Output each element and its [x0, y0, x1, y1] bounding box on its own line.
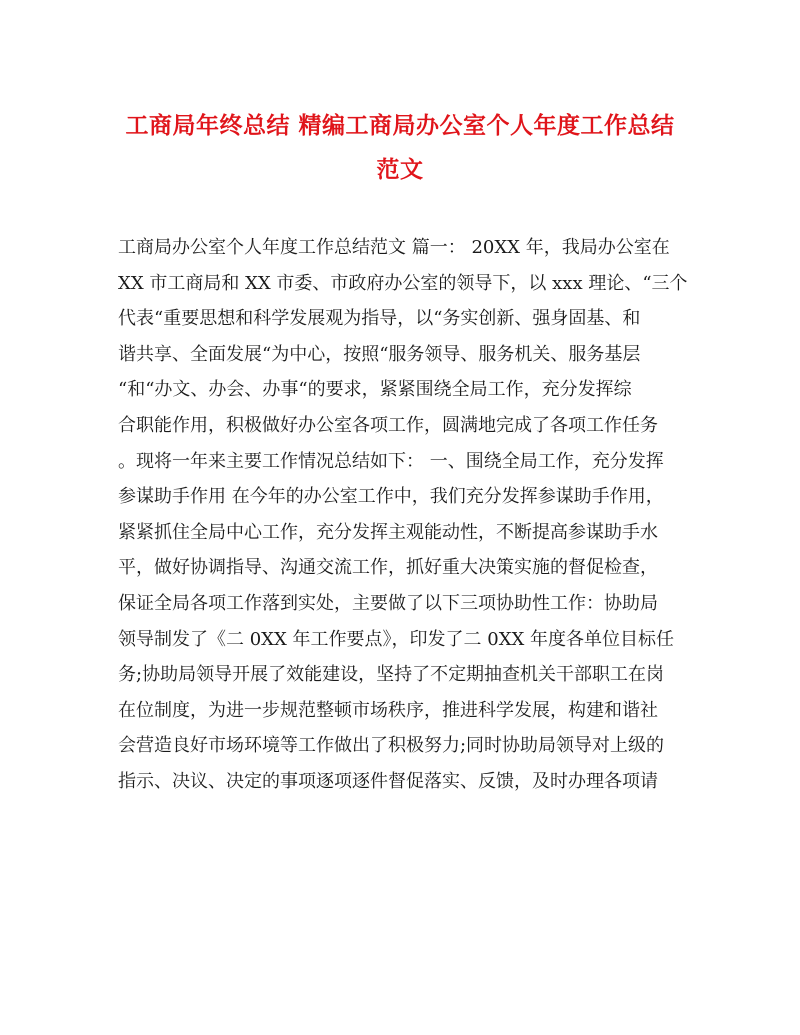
body-line: 在位制度，为进一步规范整顿市场秩序，推进科学发展，构建和谐社	[118, 699, 658, 721]
title-line: 工商局年终总结 精编工商局办公室个人年度工作总结	[125, 112, 675, 139]
body-line: 会营造良好市场环境等工作做出了积极努力;同时协助局领导对上级的	[118, 735, 665, 757]
body-line: 指示、决议、决定的事项逐项逐件督促落实、反馈，及时办理各项请	[118, 770, 658, 792]
body-line: “和“办文、办会、办事“的要求，紧紧围绕全局工作，充分发挥综	[118, 379, 632, 401]
body-line: 保证全局各项工作落到实处，主要做了以下三项协助性工作：协助局	[118, 592, 658, 614]
body-line: 平，做好协调指导、沟通交流工作，抓好重大决策实施的督促检查，	[118, 557, 658, 579]
body-line: 谐共享、全面发展“为中心，按照“服务领导、服务机关、服务基层	[118, 343, 641, 365]
body-line: XX 市工商局和 XX 市委、市政府办公室的领导下，以 xxx 理论、“三个	[118, 272, 688, 294]
body-line: 工商局办公室个人年度工作总结范文 篇一： 20XX 年，我局办公室在	[118, 237, 670, 258]
document-body	[118, 230, 688, 800]
body-line: 参谋助手作用 在今年的办公室工作中，我们充分发挥参谋助手作用，	[118, 486, 664, 508]
body-line: 代表“重要思想和科学发展观为指导，以“务实创新、强身固基、和	[118, 308, 641, 330]
body-line: 领导制发了《二 0XX 年工作要点》，印发了二 0XX 年度各单位目标任	[118, 628, 675, 650]
body-line: 务;协助局领导开展了效能建设，坚持了不定期抽查机关干部职工在岗	[118, 664, 665, 686]
document-title	[110, 104, 690, 192]
title-line: 范文	[376, 156, 424, 183]
body-line: 合职能作用，积极做好办公室各项工作，圆满地完成了各项工作任务	[118, 414, 658, 436]
body-line: 。现将一年来主要工作情况总结如下： 一、围绕全局工作，充分发挥	[118, 450, 664, 472]
body-line: 紧紧抓住全局中心工作，充分发挥主观能动性，不断提高参谋助手水	[118, 521, 658, 543]
